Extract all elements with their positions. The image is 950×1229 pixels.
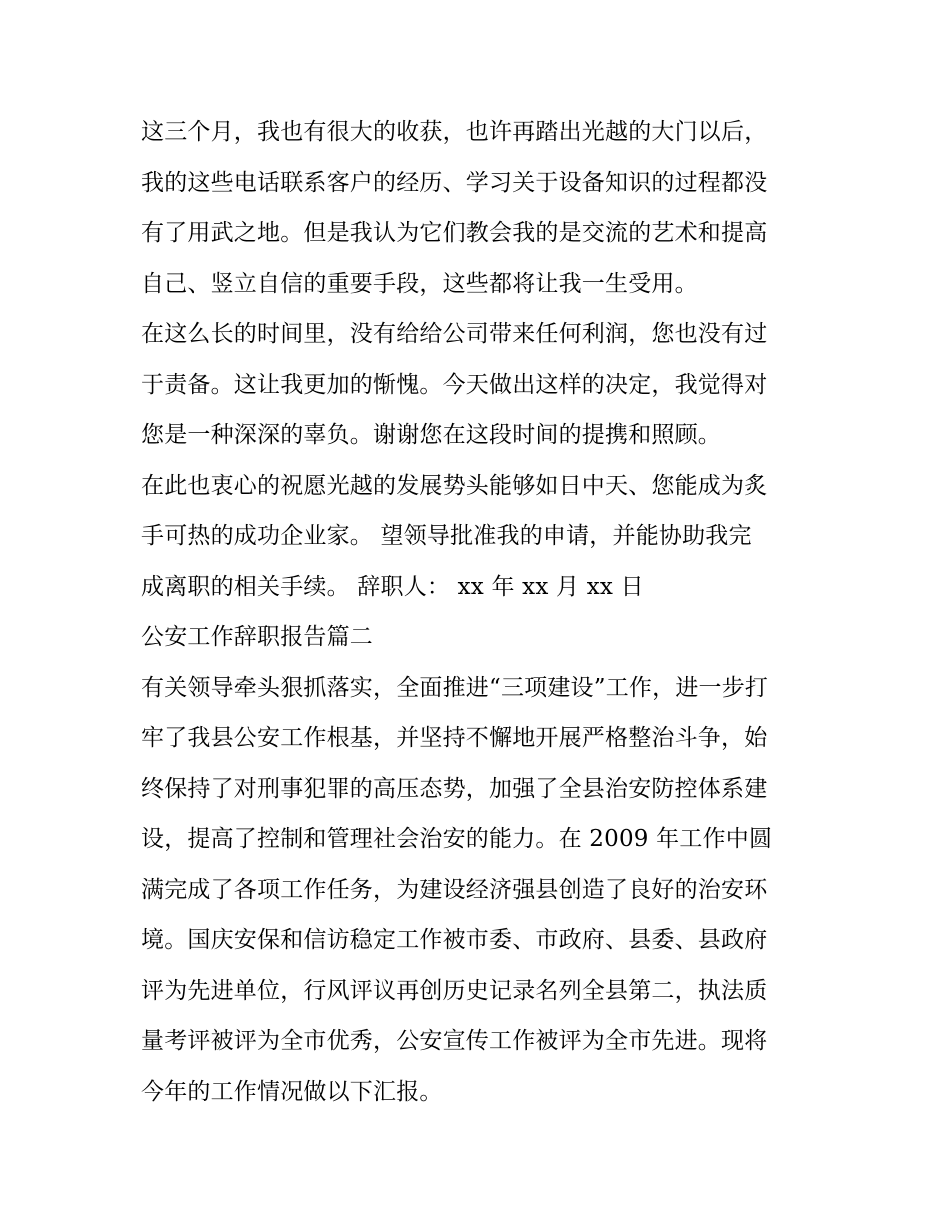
text-line: 有关领导牵头狠抓落实，全面推进“三项建设”工作，进一步打 bbox=[141, 674, 769, 701]
text-line: 这三个月，我也有很大的收获，也许再踏出光越的大门以后， bbox=[141, 119, 768, 145]
text-line: 我的这些电话联系客户的经历、学习关于设备知识的过程都没 bbox=[141, 169, 768, 196]
text-line: 在这么长的时间里，没有给给公司带来任何利润，您也没有过 bbox=[141, 321, 768, 347]
document-body bbox=[141, 107, 821, 1117]
text-line: 有了用武之地。但是我认为它们教会我的是交流的艺术和提高 bbox=[141, 220, 768, 246]
section-heading: 公安工作辞职报告篇二 bbox=[141, 624, 373, 650]
text-line: 您是一种深深的辜负。谢谢您在这段时间的提携和照顾。 bbox=[141, 422, 721, 448]
text-line: 在此也衷心的祝愿光越的发展势头能够如日中天、您能成为炙 bbox=[141, 472, 768, 499]
text-line: 于责备。这让我更加的惭愧。今天做出这样的决定，我觉得对 bbox=[141, 371, 768, 398]
text-line: 手可热的成功企业家。 望领导批准我的申请，并能协助我完 bbox=[141, 523, 752, 549]
text-line: 满完成了各项工作任务，为建设经济强县创造了良好的治安环 bbox=[141, 876, 768, 903]
text-line: 量考评被评为全市优秀，公安宣传工作被评为全市先进。现将 bbox=[141, 1028, 768, 1054]
text-line: 境。国庆安保和信访稳定工作被市委、市政府、县委、县政府 bbox=[141, 927, 768, 953]
text-line: 今年的工作情况做以下汇报。 bbox=[141, 1078, 443, 1105]
text-line: 评为先进单位，行风评议再创历史记录名列全县第二，执法质 bbox=[141, 977, 768, 1004]
text-line: 终保持了对刑事犯罪的高压态势，加强了全县治安防控体系建 bbox=[141, 775, 768, 802]
text-line: 牢了我县公安工作根基，并坚持不懈地开展严格整治斗争，始 bbox=[141, 725, 768, 751]
signature-line: 成离职的相关手续。 辞职人： xx 年 xx 月 xx 日 bbox=[141, 573, 644, 600]
text-line: 设，提高了控制和管理社会治安的能力。在 2009 年工作中圆 bbox=[141, 826, 773, 852]
text-line: 自己、竖立自信的重要手段，这些都将让我一生受用。 bbox=[141, 270, 698, 297]
